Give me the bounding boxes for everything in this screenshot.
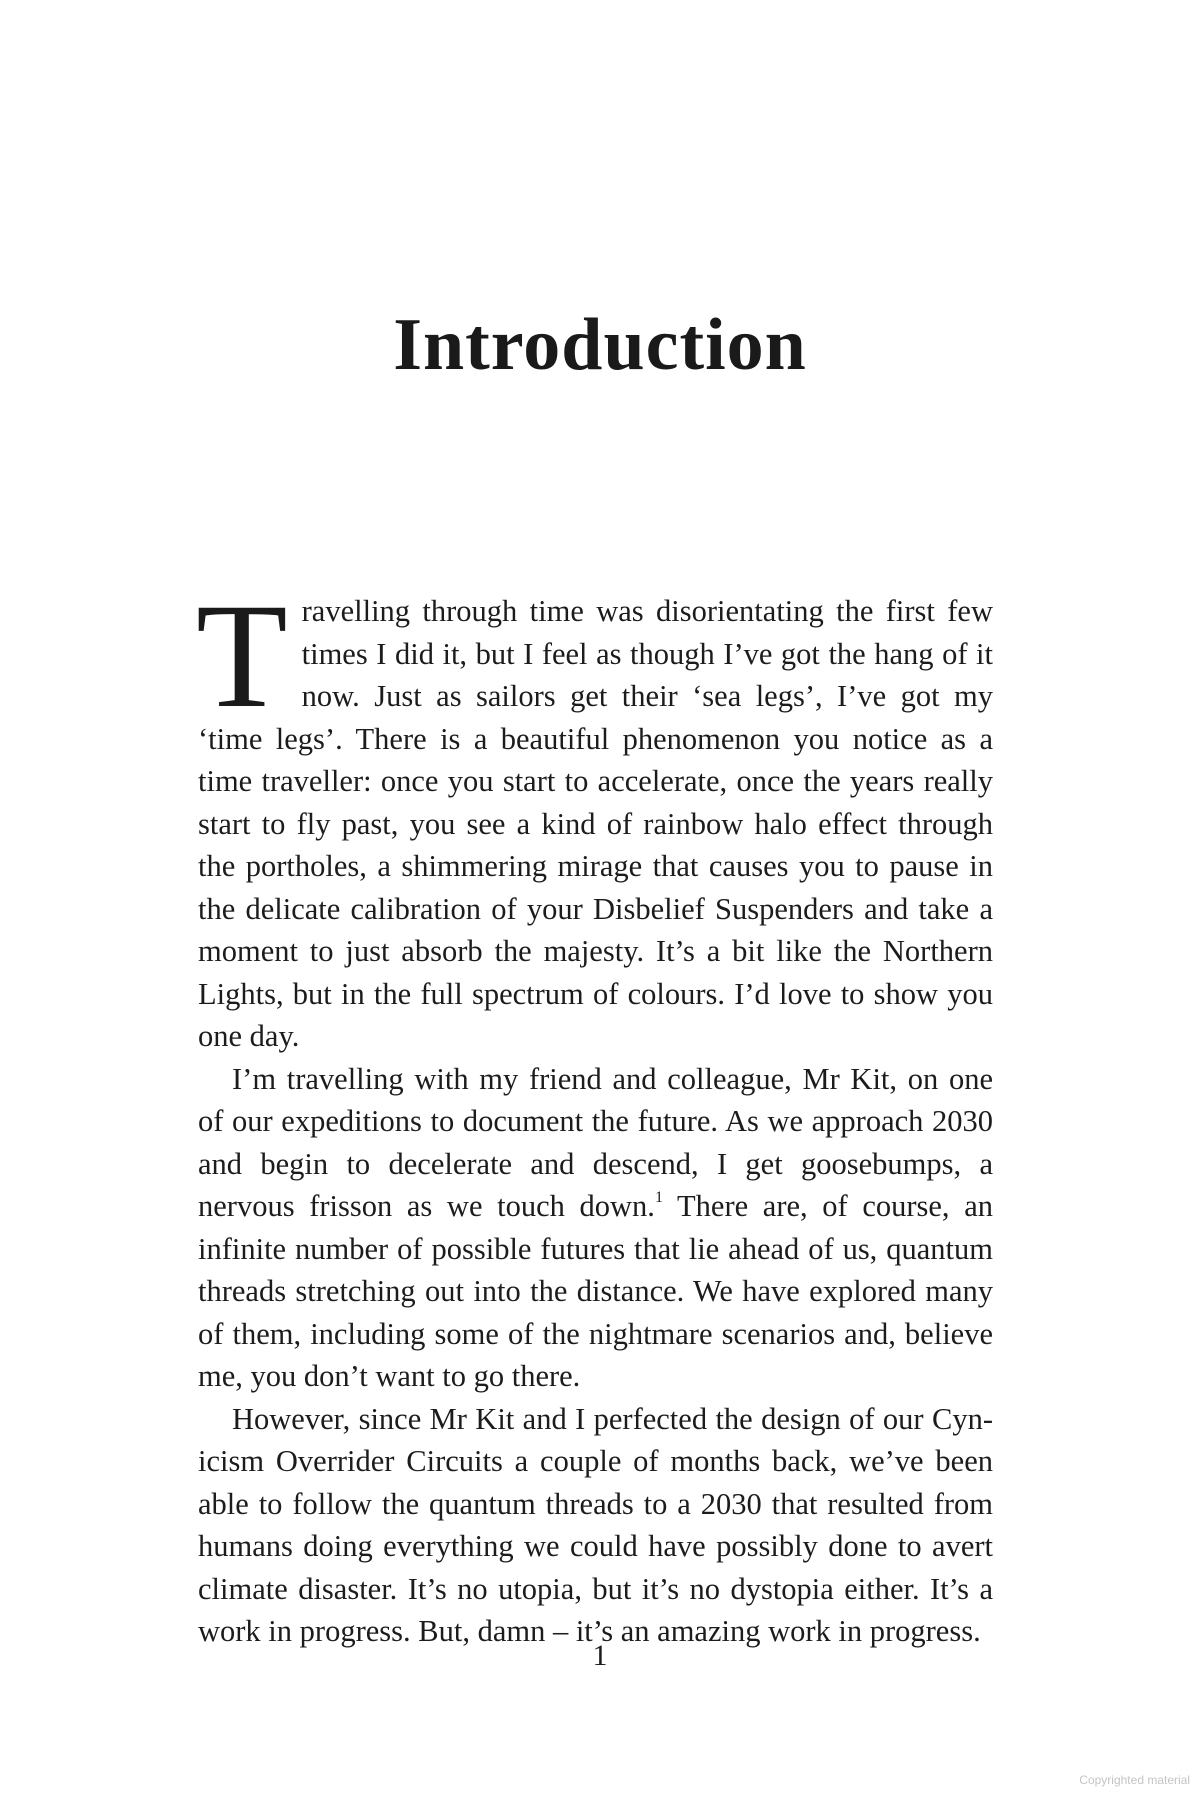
page-number: 1 — [592, 1639, 608, 1672]
body-text — [196, 573, 993, 1653]
copyright-watermark: Copyrighted material — [1079, 1773, 1190, 1787]
footnote-marker[interactable]: 1 — [654, 1189, 663, 1206]
paragraph-2-text-before: I’m travelling with my friend and colleague, Mr Kit, on one of our expeditions to document the future. As we approach 2030 and begin to decelerate and descend, I get goosebumps, a nervous frisson as we touch down. — [198, 1061, 993, 1223]
paragraph-2 — [198, 1058, 993, 1398]
drop-cap: T — [196, 573, 288, 739]
paragraph-1 — [196, 573, 993, 1058]
paragraph-3-text: However, since Mr Kit and I perfected the design of our Cynicism Overrider Circuits a couple of months back, we’ve been able to follow the quantum threads to a 2030 that resulted from humans doing everything we could have possibly done to avert climate disaster. It’s no utopia, but it’s no dystopia either. It’s a work in progress. But, damn – it’s an amazing work in progress. — [198, 1401, 993, 1648]
paragraph-3 — [198, 1398, 993, 1653]
paragraph-1-text: ravelling through time was disorientating the first few times I did it, but I feel as though I’ve got the hang of it now. Just as sailors get their ‘sea legs’, I’ve got my ‘time legs’. There is a beautiful phenomenon you notice as a time traveller: once you start to accelerate, once the years really start to fly past, you see a kind of rainbow halo effect through the portholes, a shimmering mirage that causes you to pause in the delicate calibration of your Disbelief Suspenders and take a moment to just absorb the majesty. It’s a bit like the Northern Lights, but in the full spectrum of colours. I’d love to show you one day. — [198, 594, 993, 1053]
chapter-title: Introduction — [393, 304, 807, 386]
paragraph-2-text-after: There are, of course, an infinite number of possible futures that lie ahead of us, quantum threads stretching out into the distance. We have explored many of them, including some of the nightmare scenarios and, believe me, you don’t want to go there. — [198, 1189, 993, 1393]
